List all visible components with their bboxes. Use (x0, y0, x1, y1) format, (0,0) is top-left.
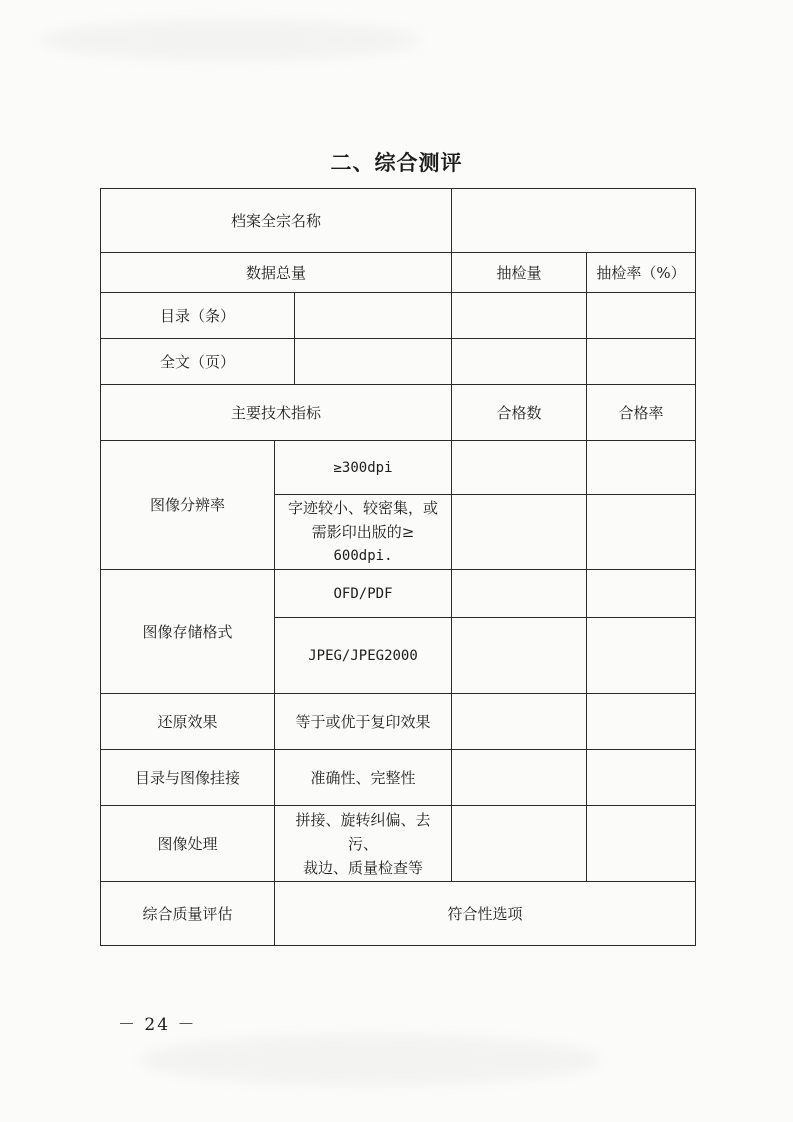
resolution-600-line-3: 600dpi. (333, 548, 393, 564)
restore-effect-label: 还原效果 (101, 694, 275, 750)
evaluation-table (100, 188, 696, 946)
restore-rate-cell[interactable] (587, 694, 696, 750)
resolution-600-line-1: 字迹较小、较密集，或 (288, 499, 439, 517)
processing-rate-cell[interactable] (587, 806, 696, 882)
indicator-header-row (101, 385, 696, 441)
format-row-1 (101, 570, 696, 618)
indicator-header: 主要技术指标 (101, 385, 452, 441)
format-requirement-jpeg: JPEG/JPEG2000 (275, 618, 452, 694)
overall-quality-label: 综合质量评估 (101, 882, 275, 946)
catalog-linking-label: 目录与图像挂接 (101, 750, 275, 806)
storage-format-label: 图像存储格式 (101, 570, 275, 694)
sampling-rate-header: 抽检率（%） (587, 253, 696, 293)
processing-line-2: 裁边、质量检查等 (303, 858, 424, 877)
scan-artifact-bottom (140, 1035, 600, 1085)
format-ofd-rate-cell[interactable] (587, 570, 696, 618)
catalog-label: 目录（条） (101, 293, 295, 339)
resolution-600-line-2: 需影印出版的≥ (311, 523, 415, 541)
resolution-300-rate-cell[interactable] (587, 441, 696, 495)
catalog-rate-cell[interactable] (587, 293, 696, 339)
image-processing-label: 图像处理 (101, 806, 275, 882)
linking-rate-cell[interactable] (587, 750, 696, 806)
image-processing-row (101, 806, 696, 882)
fonds-name-label: 档案全宗名称 (101, 189, 452, 253)
resolution-600-rate-cell[interactable] (587, 495, 696, 570)
resolution-300-passed-cell[interactable] (452, 441, 587, 495)
catalog-linking-requirement: 准确性、完整性 (275, 750, 452, 806)
restore-effect-row (101, 694, 696, 750)
catalog-row (101, 293, 696, 339)
resolution-requirement-600 (275, 495, 452, 570)
processing-passed-cell[interactable] (452, 806, 587, 882)
sampled-volume-header: 抽检量 (452, 253, 587, 293)
catalog-total-cell[interactable] (295, 293, 452, 339)
restore-effect-requirement: 等于或优于复印效果 (275, 694, 452, 750)
fulltext-sampled-cell[interactable] (452, 339, 587, 385)
restore-passed-cell[interactable] (452, 694, 587, 750)
fulltext-row (101, 339, 696, 385)
fonds-row (101, 189, 696, 253)
format-ofd-passed-cell[interactable] (452, 570, 587, 618)
catalog-linking-row (101, 750, 696, 806)
total-volume-header: 数据总量 (101, 253, 452, 293)
resolution-label: 图像分辨率 (101, 441, 275, 570)
section-title: 二、综合测评 (330, 151, 463, 175)
overall-quality-value[interactable]: 符合性选项 (275, 882, 696, 946)
resolution-requirement-300: ≥300dpi (275, 441, 452, 495)
image-processing-requirement (275, 806, 452, 882)
pass-rate-header: 合格率 (587, 385, 696, 441)
resolution-600-passed-cell[interactable] (452, 495, 587, 570)
page-number: － 24 － (118, 1015, 197, 1035)
scan-artifact-top (40, 20, 420, 60)
format-jpeg-rate-cell[interactable] (587, 618, 696, 694)
fulltext-rate-cell[interactable] (587, 339, 696, 385)
linking-passed-cell[interactable] (452, 750, 587, 806)
fulltext-total-cell[interactable] (295, 339, 452, 385)
format-jpeg-passed-cell[interactable] (452, 618, 587, 694)
overall-quality-row (101, 882, 696, 946)
format-requirement-ofd-pdf: OFD/PDF (275, 570, 452, 618)
volume-header-row (101, 253, 696, 293)
passed-count-header: 合格数 (452, 385, 587, 441)
fonds-name-cell[interactable] (452, 189, 696, 253)
processing-line-1: 拼接、旋转纠偏、去污、 (295, 810, 431, 853)
catalog-sampled-cell[interactable] (452, 293, 587, 339)
resolution-row-1 (101, 441, 696, 495)
fulltext-label: 全文（页） (101, 339, 295, 385)
